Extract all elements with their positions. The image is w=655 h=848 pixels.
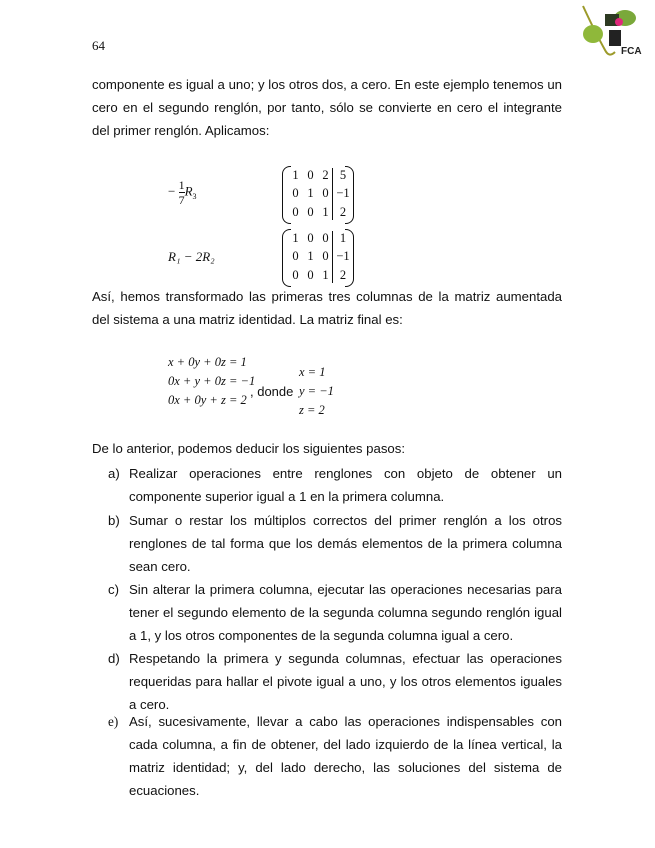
numerator: 1 — [178, 178, 185, 192]
page-number: 64 — [92, 38, 105, 53]
donde-label: , donde — [250, 384, 294, 399]
equation: 0x + y + 0z = −1 — [168, 374, 256, 388]
equation: 0x + 0y + z = 2 — [168, 393, 247, 407]
solution: y = −1 — [299, 384, 334, 398]
paragraph-intro: componente es igual a uno; y los otros dos, a cero. En este ejemplo tenemos un cero en el segundo renglón, por tanto, sólo se convierte en cero el integrante del primer renglón. Aplicamos: — [92, 77, 562, 138]
list-item: d) Respetando la primera y segunda columnas, efectuar las operaciones requeridas para hallar el pivote igual a uno, y los otros elementos iguales a cero. — [108, 651, 562, 712]
solution-set — [299, 363, 334, 420]
list-item: b) Sumar o restar los múltiplos correctos del primer renglón a los otros renglones de tal forma que los demás elementos de la primera columna sean cero. — [108, 513, 562, 574]
minus-sign: − — [168, 183, 176, 199]
row-operation-2: R₁ − 2R₂ — [168, 249, 215, 264]
solution: x = 1 — [299, 365, 326, 379]
list-item: a) Realizar operaciones entre renglones con objeto de obtener un componente superior igual a 1 en la primera columna. — [108, 466, 562, 504]
svg-text:FCA: FCA — [621, 46, 642, 57]
row-operation-1 — [168, 178, 197, 207]
paragraph-steps-intro: De lo anterior, podemos deducir los siguientes pasos: — [92, 441, 406, 456]
denominator: 7 — [178, 193, 185, 207]
list-item: c) Sin alterar la primera columna, ejecutar las operaciones necesarias para tener el segundo elemento de la segunda columna segundo renglón igual a 1, y los otros componentes de la segunda columna igual a cero. — [108, 582, 562, 643]
equation: x + 0y + 0z = 1 — [168, 355, 247, 369]
augmented-matrix-1: 1 0 2 5 0 1 0 −1 0 0 1 2 — [282, 166, 354, 224]
paragraph-transform: Así, hemos transformado las primeras tres columnas de la matriz aumentada del sistema a una matriz identidad. La matriz final es: — [92, 289, 562, 327]
augmented-matrix-2: 1 0 0 1 0 1 0 −1 0 0 1 2 — [282, 229, 354, 287]
solution: z = 2 — [299, 403, 325, 417]
row-index: 3 — [192, 192, 197, 202]
list-item: e) Así, sucesivamente, llevar a cabo las operaciones indispensables con cada columna, a fin de obtener, del lado izquierdo de la línea vertical, la matriz identidad; y, del lado derecho, las soluciones del sistema de ecuaciones. — [108, 714, 562, 798]
equation-system — [168, 353, 255, 410]
row-symbol: R — [184, 183, 193, 199]
faculty-logo — [575, 2, 650, 62]
